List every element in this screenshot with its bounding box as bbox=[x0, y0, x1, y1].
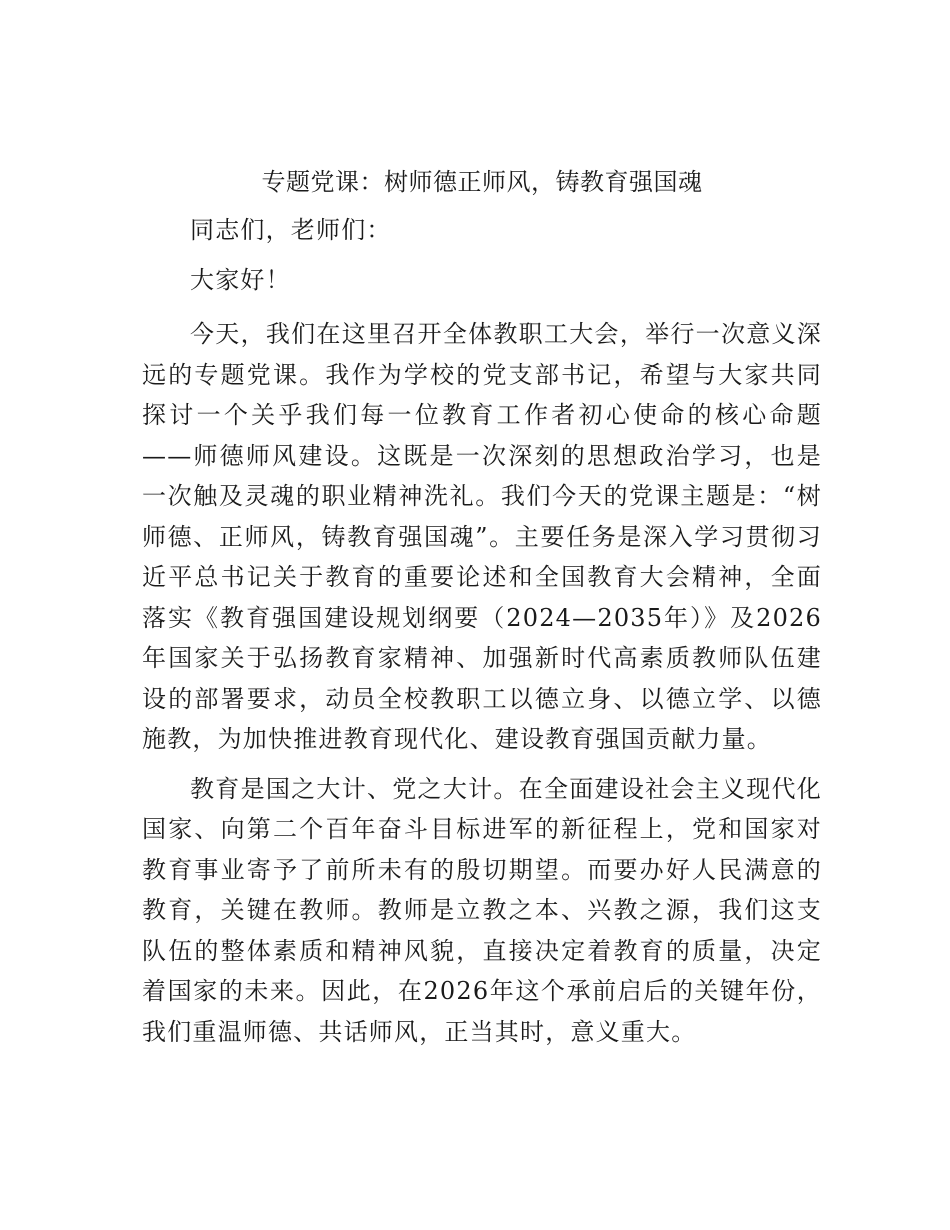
greeting: 大家好！ bbox=[190, 265, 291, 294]
paragraph-1: 今天，我们在这里召开全体教职工大会，举行一次意义深远的专题党课。我作为学校的党支部书记，希望与大家共同探讨一个关乎我们每一位教育工作者初心使命的核心命题——师德师风建设。这既是一次深刻的思想政治学习，也是一次触及灵魂的职业精神洗礼。我们今天的党课主题是：“树师德、正师风，铸教育强国魂”。主要任务是深入学习贯彻习近平总书记关于教育的重要论述和全国教育大会精神，全面落实《教育强国建设规划纲要（2024—2035年）》及2026年国家关于弘扬教育家精神、加强新时代高素质教师队伍建设的部署要求，动员全校教职工以德立身、以德立学、以德施教，为加快推进教育现代化、建设教育强国贡献力量。 bbox=[142, 320, 822, 753]
paragraph-2: 教育是国之大计、党之大计。在全面建设社会主义现代化国家、向第二个百年奋斗目标进军的新征程上，党和国家对教育事业寄予了前所未有的殷切期望。而要办好人民满意的教育，关键在教师。教师是立教之本、兴教之源，我们这支队伍的整体素质和精神风貌，直接决定着教育的质量，决定着国家的未来。因此，在2026年这个承前启后的关键年份，我们重温师德、共话师风，正当其时，意义重大。 bbox=[142, 774, 822, 1046]
document-title: 专题党课：树师德正师风，铸教育强国魂 bbox=[261, 168, 703, 196]
document-page bbox=[142, 162, 822, 1061]
salutation: 同志们，老师们： bbox=[190, 216, 392, 244]
